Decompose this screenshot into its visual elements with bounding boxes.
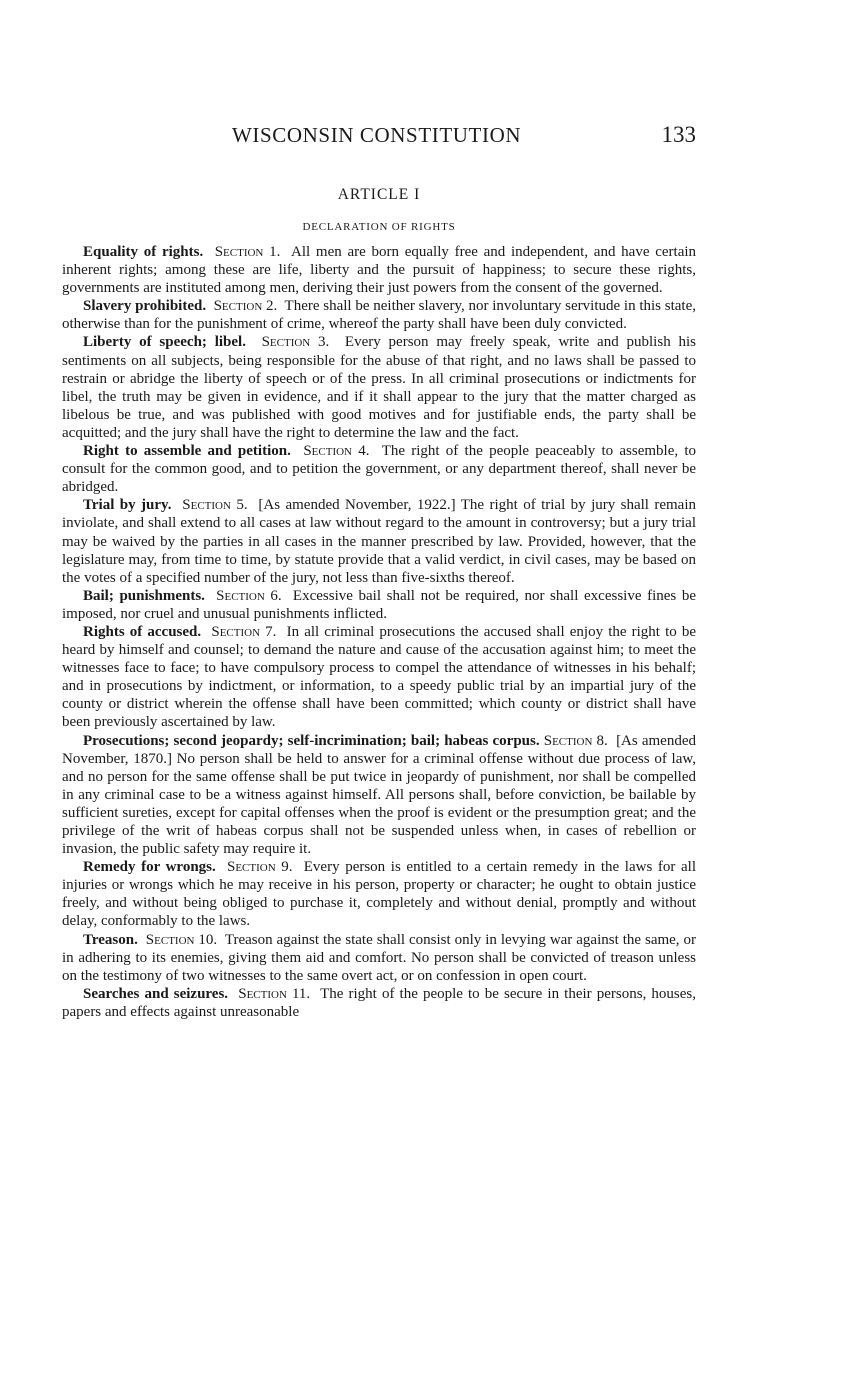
page-number: 133 [661, 122, 696, 147]
section-heading: Prosecutions; second jeopardy; self-incrimination; bail; habeas corpus. [83, 732, 540, 749]
section-5 [62, 496, 696, 586]
article-subtitle: DECLARATION OF RIGHTS [302, 221, 456, 233]
section-label: Section 11. [238, 985, 311, 1002]
section-label: Section 3. [261, 334, 330, 351]
section-label: Section 6. [216, 587, 282, 604]
section-text: There shall be neither slavery, nor involuntary servitude in this state, otherwise than for the punishment of crime, whereof the party shall have been duly convicted. [62, 298, 696, 333]
section-heading: Trial by jury. [83, 497, 172, 514]
section-11 [62, 985, 696, 1021]
section-4 [62, 442, 696, 496]
section-1 [62, 243, 696, 297]
section-heading: Searches and seizures. [83, 985, 229, 1002]
section-label: Section 1. [214, 244, 281, 260]
section-text: [As amended November, 1870.] No person shall be held to answer for a criminal offense without due process of law, and no person for the same offense shall be put twice in jeopardy of punishment, nor shall be compelled in any criminal case to be a witness against himself. All persons shall, before conviction, be bailable by sufficient sureties, except for capital offenses when the proof is evident or the presumption great; and the privilege of the writ of habeas corpus shall not be suspended unless when, in cases of rebellion or invasion, the public safety may require it. [62, 732, 697, 858]
section-label: Section 8. [543, 732, 608, 749]
section-label: Section 4. [303, 443, 370, 460]
section-text: Every person is entitled to a certain remedy in the laws for all injuries or wrongs which he may receive in his person, property or character; he ought to obtain justice freely, and without being obliged to purchase it, completely and without denial, promptly and without delay, conformably to the laws. [62, 859, 697, 930]
section-text: In all criminal prosecutions the accused shall enjoy the right to be heard by himself and counsel; to demand the nature and cause of the accusation against him; to meet the witnesses face to face; to have compulsory process to compel the attendance of witnesses in his behalf; and in prosecutions by indictment, or information, to a speedy public trial by an impartial jury of the county or district wherein the offense shall have been committed; which county or district shall have been previously ascertained by law. [62, 623, 697, 731]
section-heading: Slavery prohibited. [83, 298, 207, 315]
section-heading: Rights of accused. [83, 623, 202, 640]
section-heading: Bail; punishments. [83, 587, 205, 604]
section-7 [62, 623, 696, 732]
section-text: All men are born equally free and independent, and have certain inherent rights; among these are life, liberty and the pursuit of happiness; to secure these rights, governments are instituted among men, deriving their just powers from the consent of the governed. [62, 244, 697, 297]
section-text: Every person may freely speak, write and publish his sentiments on all subjects, being responsible for the abuse of that right, and no laws shall be passed to restrain or abridge the liberty of speech or of the press. In all criminal prosecutions or indictments for libel, the truth may be given in evidence, and if it shall appear to the jury that the matter charged as libelous be true, and was published with good motives and for justifiable ends, the party shall be acquitted; and the jury shall have the right to determine the law and the fact. [62, 334, 696, 441]
section-label: Section 5. [182, 497, 248, 514]
section-text: Excessive bail shall not be required, nor shall excessive fines be imposed, nor cruel and unusual punishments inflicted. [62, 587, 697, 622]
section-heading: Treason. [83, 931, 138, 948]
section-heading: Liberty of speech; libel. [83, 334, 246, 351]
section-9 [62, 858, 696, 930]
section-label: Section 10. [145, 931, 218, 948]
section-8 [62, 732, 696, 859]
section-heading: Equality of rights. [83, 244, 204, 260]
section-text: Treason against the state shall consist only in levying war against the same, or in adhering to its enemies, giving them aid and comfort. No person shall be convicted of treason unless on the testimony of two witnesses to the same overt act, or on confession in open court. [62, 931, 696, 984]
section-label: Section 7. [211, 623, 277, 640]
section-text: The right of the people to be secure in their persons, houses, papers and effects against unreasonable [62, 985, 696, 1020]
section-text: [As amended November, 1922.] The right of trial by jury shall remain inviolate, and shall extend to all cases at law without regard to the amount in controversy; but a jury trial may be waived by the parties in all cases in the manner prescribed by law. Provided, however, that the legislature may, from time to time, by statute provide that a valid verdict, in civil cases, may be based on the votes of a specified number of the jury, not less than five-sixths thereof. [62, 497, 697, 586]
section-2 [62, 297, 696, 333]
section-text: The right of the people peaceably to assemble, to consult for the common good, and to petition the government, or any department thereof, shall never be abridged. [62, 443, 697, 496]
running-title: WISCONSIN CONSTITUTION [232, 123, 522, 147]
section-10 [62, 931, 696, 985]
section-label: Section 2. [213, 298, 278, 315]
running-head [62, 123, 696, 151]
section-6 [62, 587, 696, 623]
section-heading: Remedy for wrongs. [83, 859, 216, 876]
section-heading: Right to assemble and petition. [83, 443, 291, 460]
section-label: Section 9. [226, 859, 293, 876]
article-body [62, 243, 696, 1021]
section-3 [62, 333, 696, 442]
article-title: ARTICLE I [337, 186, 421, 203]
